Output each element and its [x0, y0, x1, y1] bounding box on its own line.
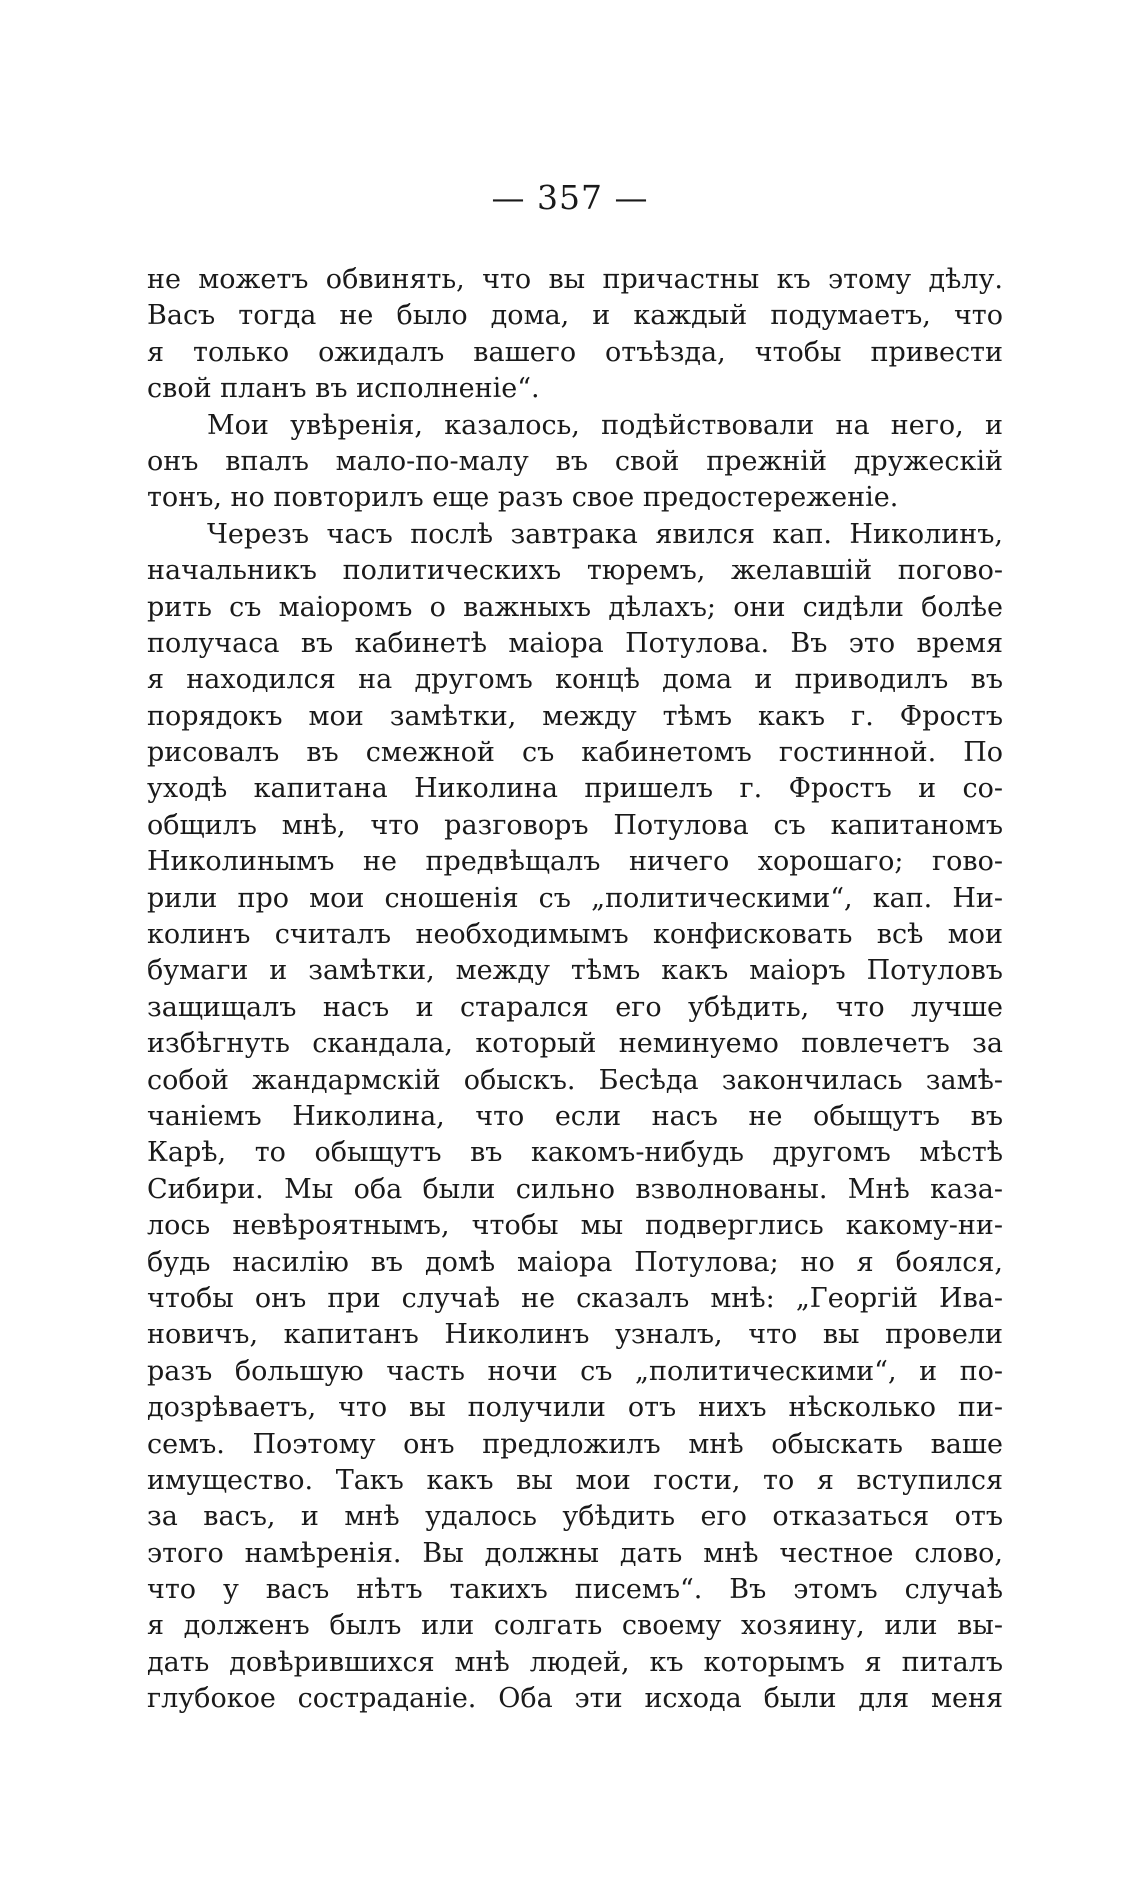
text-line: порядокъ мои замѣтки, между тѣмъ какъ г. Фростъ — [147, 700, 1003, 732]
paragraph — [147, 408, 1003, 517]
text-line: имущество. Такъ какъ вы мои гости, то я вступился — [147, 1464, 1003, 1496]
text-line: семъ. Поэтому онъ предложилъ мнѣ обыскать ваше — [147, 1428, 1003, 1460]
paragraph — [147, 262, 1003, 408]
text-line: я долженъ былъ или солгать своему хозяину, или вы- — [147, 1610, 1003, 1642]
body-text — [147, 262, 1003, 1718]
text-line: Мои увѣренія, казалось, подѣйствовали на него, и — [207, 409, 1003, 441]
text-line: будь насилію въ домѣ маіора Потулова; но я боялся, — [147, 1246, 1003, 1278]
text-line: этого намѣренія. Вы должны дать мнѣ честное слово, — [147, 1537, 1003, 1569]
text-line: Сибири. Мы оба были сильно взволнованы. Мнѣ каза- — [147, 1173, 1003, 1205]
text-line: бумаги и замѣтки, между тѣмъ какъ маіоръ Потуловъ — [147, 955, 1003, 987]
text-line: тонъ, но повторилъ еще разъ свое предостереженіе. — [147, 482, 899, 514]
text-line: избѣгнуть скандала, который неминуемо повлечетъ за — [147, 1028, 1003, 1060]
text-line: дозрѣваетъ, что вы получили отъ нихъ нѣсколько пи- — [147, 1392, 1003, 1424]
text-line: Николинымъ не предвѣщалъ ничего хорошаго; гово- — [147, 846, 1003, 878]
page-number: — 357 — — [491, 178, 649, 217]
text-line: колинъ считалъ необходимымъ конфисковать всѣ мои — [147, 919, 1003, 951]
paragraph — [147, 517, 1003, 1718]
text-line: дать довѣрившихся мнѣ людей, къ которымъ я питалъ — [147, 1646, 1003, 1678]
text-line: онъ впалъ мало-по-малу въ свой прежній дружескій — [147, 445, 1003, 477]
text-line: свой планъ въ исполненіе“. — [147, 373, 540, 405]
text-line: лось невѣроятнымъ, чтобы мы подверглись какому-ни- — [147, 1210, 1003, 1242]
text-line: чаніемъ Николина, что если насъ не обыщутъ въ — [147, 1100, 1003, 1132]
text-line: не можетъ обвинять, что вы причастны къ этому дѣлу. — [147, 264, 1003, 295]
text-line: глубокое состраданіе. Оба эти исхода были для меня — [147, 1683, 1003, 1715]
text-line: Черезъ часъ послѣ завтрака явился кап. Николинъ, — [207, 518, 1003, 550]
text-line: рить съ маіоромъ о важныхъ дѣлахъ; они сидѣли болѣе — [147, 591, 1003, 623]
text-line: уходѣ капитана Николина пришелъ г. Фростъ и со- — [147, 773, 1003, 805]
text-line: собой жандармскій обыскъ. Бесѣда закончилась замѣ- — [147, 1064, 1003, 1096]
text-line: рисовалъ въ смежной съ кабинетомъ гостинной. По — [147, 737, 1003, 769]
text-line: начальникъ политическихъ тюремъ, желавшій погово- — [147, 555, 1003, 587]
text-line: защищалъ насъ и старался его убѣдить, что лучше — [147, 991, 1003, 1023]
text-line: разъ большую часть ночи съ „политическими“, и по- — [147, 1355, 1003, 1387]
text-line: Васъ тогда не было дома, и каждый подумаетъ, что — [147, 300, 1003, 332]
text-line: новичъ, капитанъ Николинъ узналъ, что вы провели — [147, 1319, 1003, 1351]
text-line: получаса въ кабинетѣ маіора Потулова. Въ это время — [147, 627, 1003, 659]
text-line: Карѣ, то обыщутъ въ какомъ-нибудь другомъ мѣстѣ — [147, 1137, 1003, 1169]
text-line: я находился на другомъ концѣ дома и приводилъ въ — [147, 664, 1003, 696]
text-line: за васъ, и мнѣ удалось убѣдить его отказаться отъ — [147, 1501, 1003, 1533]
text-line: я только ожидалъ вашего отъѣзда, чтобы привести — [147, 336, 1003, 368]
text-line: что у васъ нѣтъ такихъ писемъ“. Въ этомъ случаѣ — [147, 1574, 1003, 1606]
text-line: общилъ мнѣ, что разговоръ Потулова съ капитаномъ — [147, 809, 1003, 841]
text-line: рили про мои сношенія съ „политическими“, кап. Ни- — [147, 882, 1003, 914]
text-line: чтобы онъ при случаѣ не сказалъ мнѣ: „Георгій Ива- — [147, 1282, 1003, 1314]
